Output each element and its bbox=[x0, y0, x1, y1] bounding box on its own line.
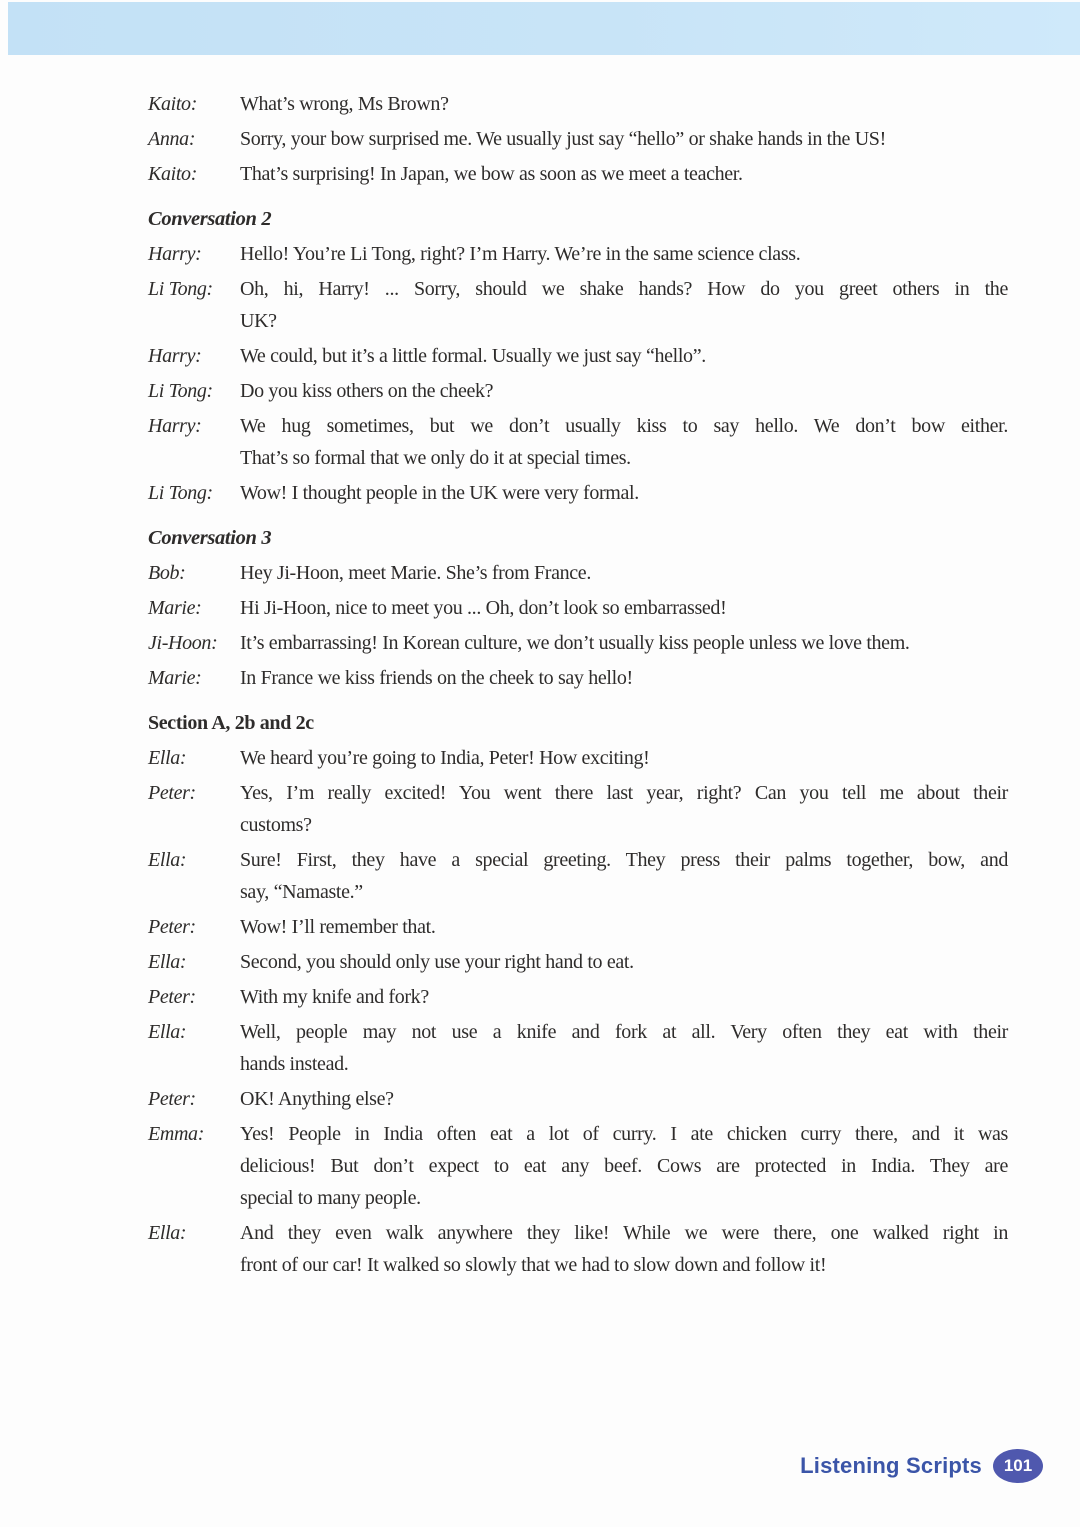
dialogue-text-line: Well, people may not use a knife and fork at all. Very often they eat with their bbox=[240, 1021, 1008, 1043]
dialogue-text bbox=[240, 477, 1008, 509]
dialogue-row bbox=[148, 777, 1008, 841]
dialogue-text bbox=[240, 662, 1008, 694]
dialogue-row bbox=[148, 410, 1008, 474]
dialogue-text-line: Sorry, your bow surprised me. We usually just say “hello” or shake hands in the US! bbox=[240, 128, 886, 150]
speaker-name: Ji-Hoon: bbox=[148, 632, 218, 654]
dialogue-text-line: Yes! People in India often eat a lot of curry. I ate chicken curry there, and it was bbox=[240, 1123, 1008, 1145]
dialogue-text bbox=[240, 88, 1008, 120]
dialogue-text bbox=[240, 742, 1008, 774]
dialogue-row bbox=[148, 662, 1008, 694]
dialogue-text bbox=[240, 946, 1008, 978]
dialogue-text-line: customs? bbox=[240, 814, 312, 836]
footer-section-label: Listening Scripts bbox=[800, 1453, 982, 1478]
dialogue-text-line: We hug sometimes, but we don’t usually kiss to say hello. We don’t bow either. bbox=[240, 415, 1008, 437]
speaker-name: Peter: bbox=[148, 1088, 196, 1110]
dialogue-text bbox=[240, 123, 1008, 155]
dialogue-text bbox=[240, 158, 1008, 190]
dialogue-text bbox=[240, 1118, 1008, 1214]
header-band bbox=[8, 2, 1080, 55]
dialogue-text-line: Do you kiss others on the cheek? bbox=[240, 380, 494, 402]
speaker-name: Peter: bbox=[148, 916, 196, 938]
dialogue-row bbox=[148, 592, 1008, 624]
dialogue-row bbox=[148, 123, 1008, 155]
dialogue-text-line: Wow! I thought people in the UK were very formal. bbox=[240, 482, 639, 504]
dialogue-text-line: In France we kiss friends on the cheek to say hello! bbox=[240, 667, 633, 689]
dialogue-row bbox=[148, 981, 1008, 1013]
dialogue-row bbox=[148, 911, 1008, 943]
speaker-name: Bob: bbox=[148, 562, 186, 584]
dialogue-text-line: With my knife and fork? bbox=[240, 986, 429, 1008]
dialogue-text bbox=[240, 410, 1008, 474]
dialogue-text-line: delicious! But don’t expect to eat any beef. Cows are protected in India. They are bbox=[240, 1155, 1008, 1177]
dialogue-text-line: OK! Anything else? bbox=[240, 1088, 394, 1110]
script-heading: Conversation 3 bbox=[148, 527, 272, 549]
dialogue-text-line: say, “Namaste.” bbox=[240, 881, 363, 903]
speaker-name: Peter: bbox=[148, 986, 196, 1008]
dialogue-text bbox=[240, 1217, 1008, 1281]
dialogue-row bbox=[148, 340, 1008, 372]
dialogue-text-line: Wow! I’ll remember that. bbox=[240, 916, 436, 938]
dialogue-text-line: front of our car! It walked so slowly that we had to slow down and follow it! bbox=[240, 1254, 827, 1276]
script-heading: Conversation 2 bbox=[148, 208, 272, 230]
page-number-badge bbox=[993, 1449, 1043, 1483]
dialogue-text-line: hands instead. bbox=[240, 1053, 349, 1075]
dialogue-text bbox=[240, 273, 1008, 337]
dialogue-row bbox=[148, 1217, 1008, 1281]
speaker-name: Marie: bbox=[148, 597, 202, 619]
speaker-name: Harry: bbox=[148, 345, 202, 367]
speaker-name: Ella: bbox=[148, 747, 187, 769]
page-number: 101 bbox=[1003, 1456, 1033, 1475]
dialogue-text bbox=[240, 981, 1008, 1013]
dialogue-text-line: It’s embarrassing! In Korean culture, we don’t usually kiss people unless we love them. bbox=[240, 632, 910, 654]
dialogue-row bbox=[148, 375, 1008, 407]
page-footer bbox=[800, 1449, 1043, 1483]
dialogue-text bbox=[240, 844, 1008, 908]
dialogue-text-line: Second, you should only use your right hand to eat. bbox=[240, 951, 634, 973]
dialogue-text-line: We heard you’re going to India, Peter! How exciting! bbox=[240, 747, 650, 769]
dialogue-text-line: We could, but it’s a little formal. Usually we just say “hello”. bbox=[240, 345, 706, 367]
dialogue-text-line: Oh, hi, Harry! ... Sorry, should we shake hands? How do you greet others in the bbox=[240, 278, 1008, 300]
dialogue-row bbox=[148, 238, 1008, 270]
speaker-name: Harry: bbox=[148, 415, 202, 437]
dialogue-text bbox=[240, 777, 1008, 841]
dialogue-text-line: That’s surprising! In Japan, we bow as soon as we meet a teacher. bbox=[240, 163, 743, 185]
dialogue-text-line: Sure! First, they have a special greeting. They press their palms together, bow, and bbox=[240, 849, 1008, 871]
speaker-name: Ella: bbox=[148, 1222, 187, 1244]
dialogue-row bbox=[148, 627, 1008, 659]
dialogue-row bbox=[148, 1016, 1008, 1080]
script-content bbox=[148, 88, 1008, 1281]
dialogue-text bbox=[240, 592, 1008, 624]
dialogue-text-line: UK? bbox=[240, 310, 277, 332]
speaker-name: Li Tong: bbox=[148, 482, 213, 504]
dialogue-row bbox=[148, 742, 1008, 774]
speaker-name: Harry: bbox=[148, 243, 202, 265]
dialogue-text bbox=[240, 375, 1008, 407]
dialogue-row bbox=[148, 946, 1008, 978]
speaker-name: Marie: bbox=[148, 667, 202, 689]
dialogue-text bbox=[240, 1016, 1008, 1080]
dialogue-row bbox=[148, 273, 1008, 337]
dialogue-row bbox=[148, 1083, 1008, 1115]
speaker-name: Kaito: bbox=[148, 93, 198, 115]
dialogue-text bbox=[240, 238, 1008, 270]
speaker-name: Li Tong: bbox=[148, 380, 213, 402]
dialogue-text bbox=[240, 911, 1008, 943]
dialogue-text bbox=[240, 340, 1008, 372]
dialogue-row bbox=[148, 1118, 1008, 1214]
dialogue-row bbox=[148, 158, 1008, 190]
script-heading: Section A, 2b and 2c bbox=[148, 712, 314, 734]
dialogue-text-line: What’s wrong, Ms Brown? bbox=[240, 93, 449, 115]
dialogue-text bbox=[240, 1083, 1008, 1115]
dialogue-row bbox=[148, 477, 1008, 509]
dialogue-text-line: Hello! You’re Li Tong, right? I’m Harry. We’re in the same science class. bbox=[240, 243, 801, 265]
speaker-name: Anna: bbox=[148, 128, 196, 150]
speaker-name: Ella: bbox=[148, 951, 187, 973]
dialogue-text-line: And they even walk anywhere they like! While we were there, one walked right in bbox=[240, 1222, 1008, 1244]
dialogue-text-line: Yes, I’m really excited! You went there last year, right? Can you tell me about their bbox=[240, 782, 1008, 804]
speaker-name: Peter: bbox=[148, 782, 196, 804]
dialogue-text-line: That’s so formal that we only do it at special times. bbox=[240, 447, 631, 469]
speaker-name: Ella: bbox=[148, 849, 187, 871]
dialogue-text-line: special to many people. bbox=[240, 1187, 421, 1209]
speaker-name: Kaito: bbox=[148, 163, 198, 185]
dialogue-text bbox=[240, 627, 1008, 659]
speaker-name: Li Tong: bbox=[148, 278, 213, 300]
dialogue-text-line: Hi Ji-Hoon, nice to meet you ... Oh, don’t look so embarrassed! bbox=[240, 597, 727, 619]
dialogue-row bbox=[148, 557, 1008, 589]
dialogue-row bbox=[148, 88, 1008, 120]
dialogue-text bbox=[240, 557, 1008, 589]
dialogue-text-line: Hey Ji-Hoon, meet Marie. She’s from France. bbox=[240, 562, 591, 584]
speaker-name: Emma: bbox=[148, 1123, 205, 1145]
speaker-name: Ella: bbox=[148, 1021, 187, 1043]
dialogue-row bbox=[148, 844, 1008, 908]
